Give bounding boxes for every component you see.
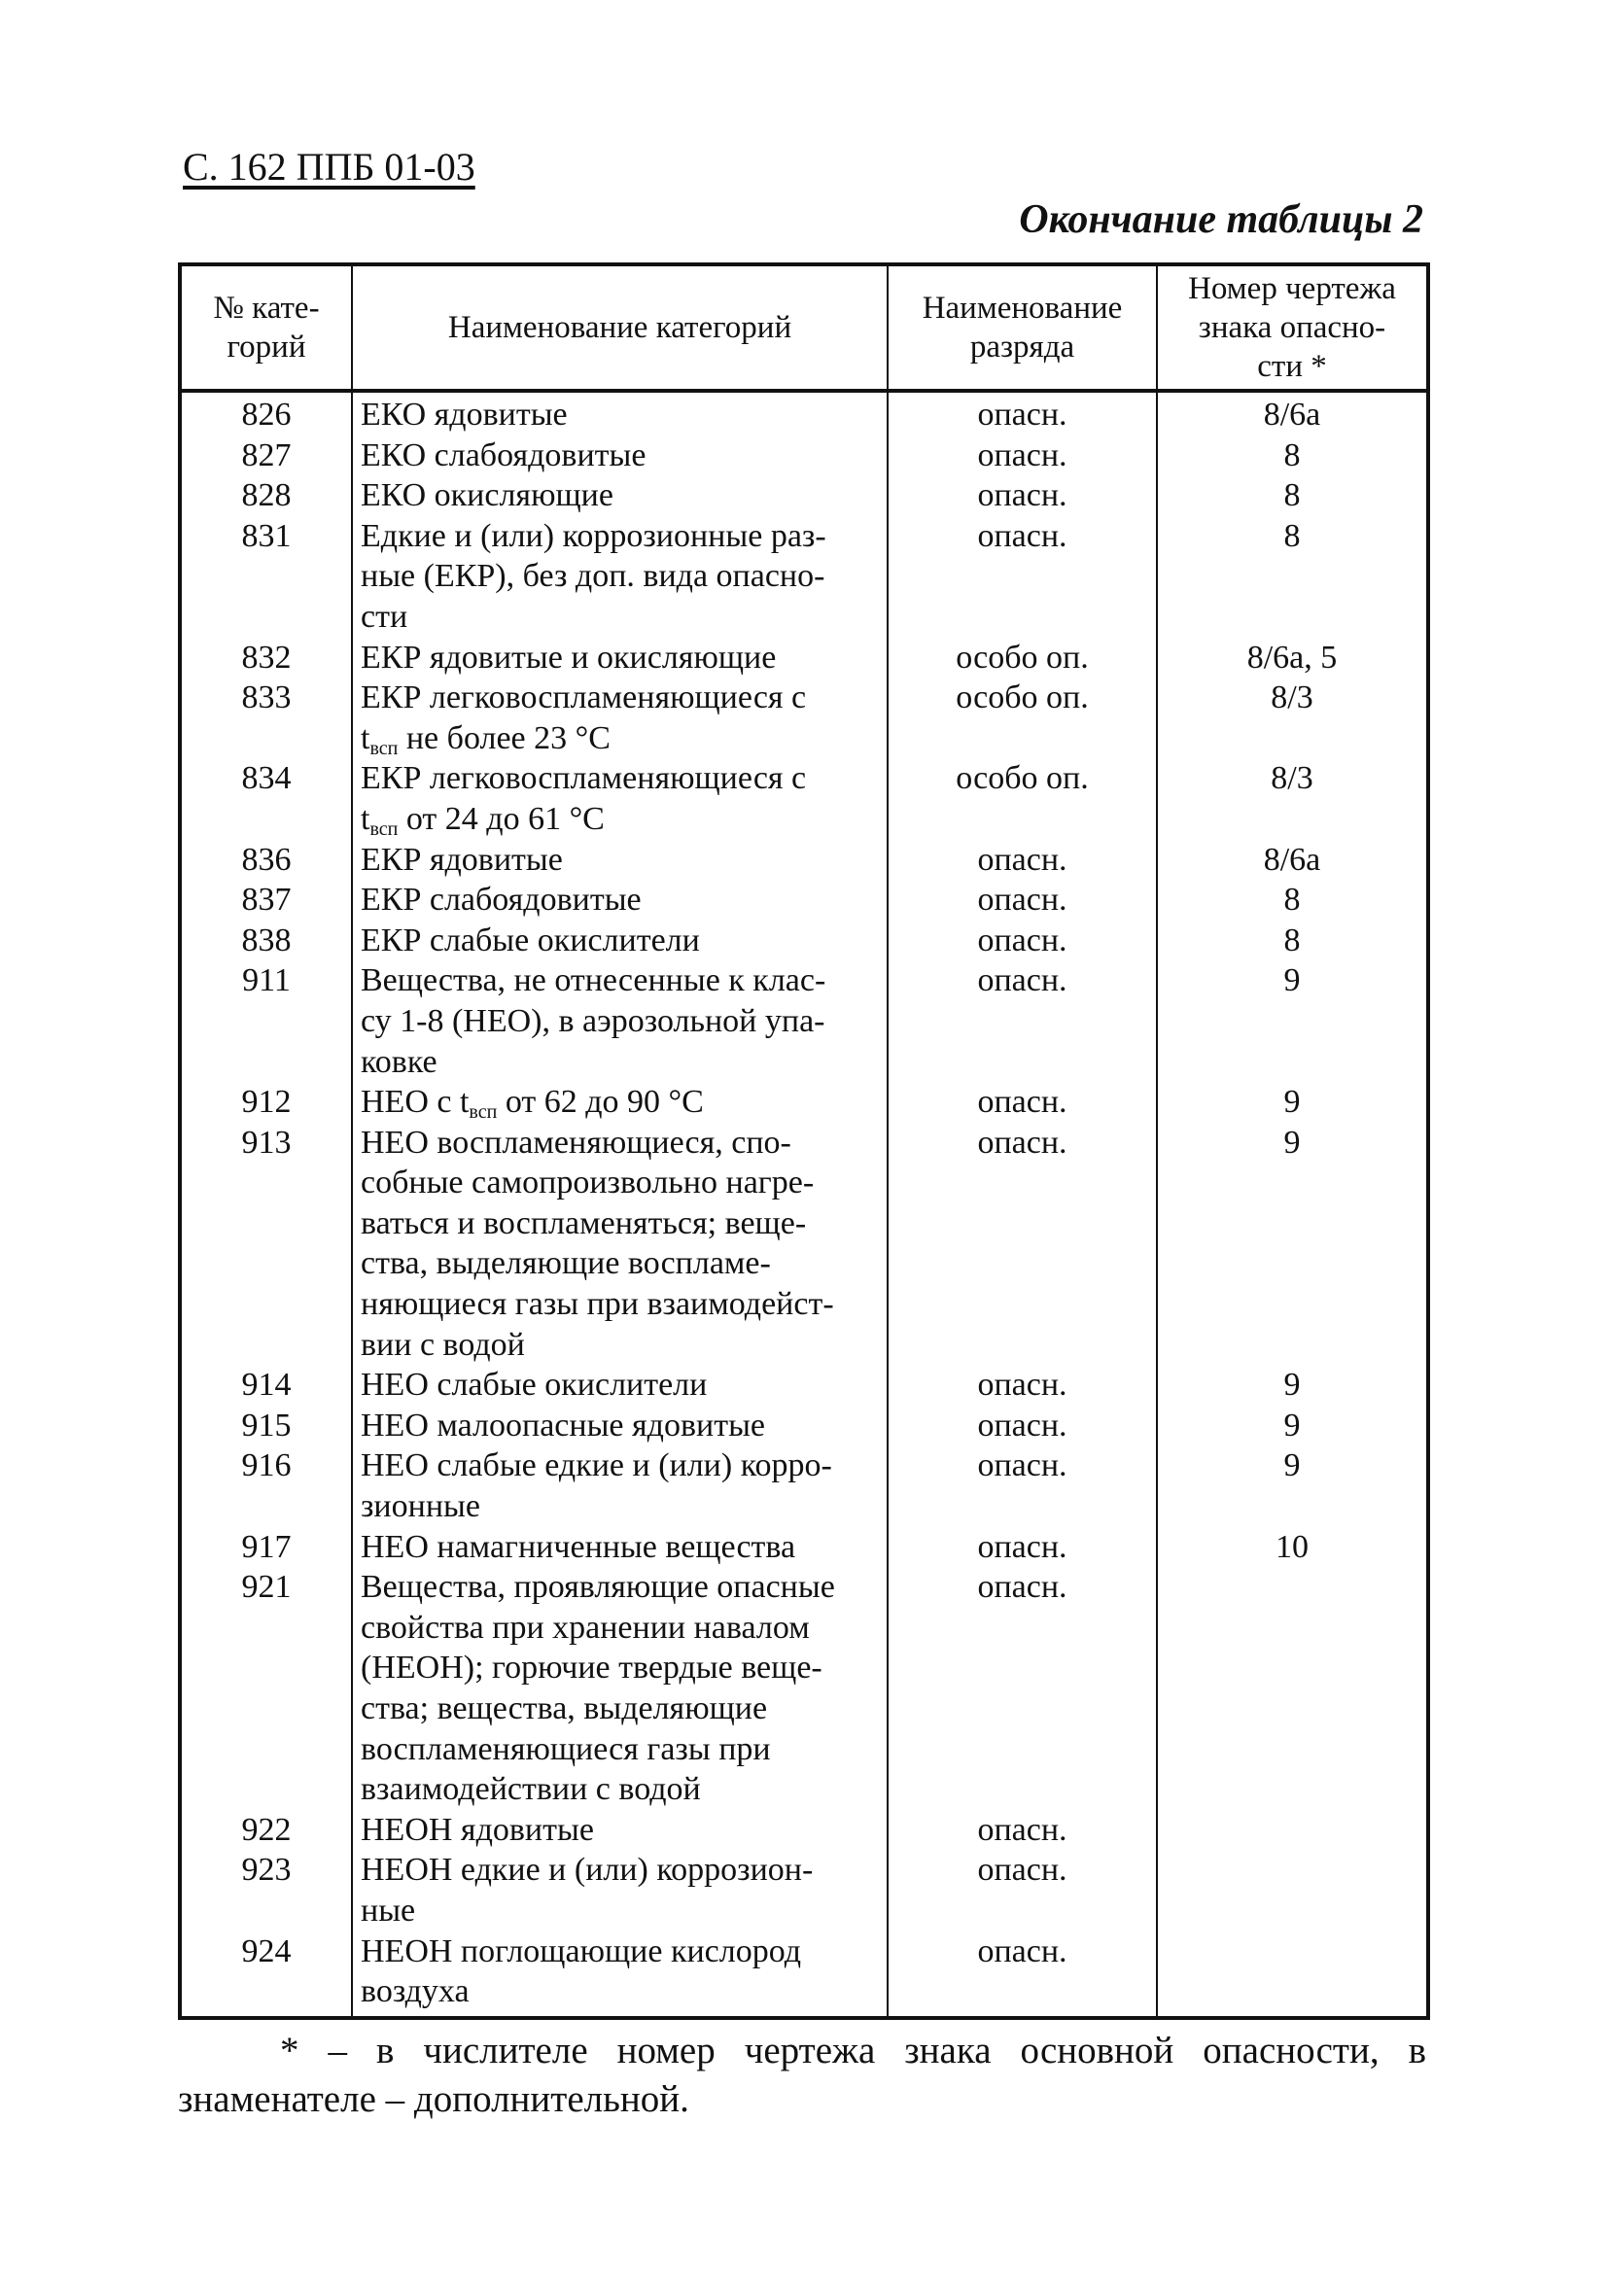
hazard-sign-number bbox=[1157, 1850, 1428, 1931]
category-name-line: (НЕОН); горючие твердые веще- bbox=[361, 1650, 822, 1687]
hazard-sign-number: 9 bbox=[1157, 1406, 1428, 1446]
header-rank-name bbox=[888, 264, 1157, 391]
category-number: 917 bbox=[180, 1527, 352, 1568]
header-line: Номер чертежа bbox=[1188, 271, 1396, 306]
rank-name: особо оп. bbox=[888, 638, 1157, 678]
category-name bbox=[352, 516, 888, 638]
category-name-line: ЕКР ядовитые и окисляющие bbox=[361, 639, 777, 676]
table-row bbox=[180, 1810, 1428, 1851]
rank-name: опасн. bbox=[888, 1527, 1157, 1568]
category-name bbox=[352, 1123, 888, 1366]
hazard-sign-number: 8/6а bbox=[1157, 391, 1428, 435]
category-name bbox=[352, 1527, 888, 1568]
category-number: 922 bbox=[180, 1810, 352, 1851]
category-number: 911 bbox=[180, 960, 352, 1082]
rank-name: опасн. bbox=[888, 1445, 1157, 1526]
header-line: горий bbox=[227, 330, 306, 365]
category-name bbox=[352, 1082, 888, 1123]
category-name-line: НЕО слабые едкие и (или) корро- bbox=[361, 1447, 832, 1484]
category-name bbox=[352, 880, 888, 921]
table-row bbox=[180, 1082, 1428, 1123]
header-line: разряда bbox=[969, 330, 1075, 365]
category-name-line: ные (ЕКР), без доп. вида опасно- bbox=[361, 558, 825, 595]
category-name-line: взаимодействии с водой bbox=[361, 1771, 701, 1808]
hazard-sign-number: 9 bbox=[1157, 1082, 1428, 1123]
category-name-line: НЕО намагниченные вещества bbox=[361, 1528, 796, 1565]
table-row bbox=[180, 880, 1428, 921]
category-name-line: НЕО малоопасные ядовитые bbox=[361, 1407, 766, 1444]
footnote-line: * – в числителе номер чертежа знака основной опасности, в bbox=[280, 2030, 1426, 2071]
category-name bbox=[352, 1365, 888, 1406]
subscript: всп bbox=[369, 737, 399, 759]
rank-name: опасн. bbox=[888, 1123, 1157, 1366]
text-fragment: t bbox=[361, 719, 370, 756]
category-number: 912 bbox=[180, 1082, 352, 1123]
table-body bbox=[180, 391, 1428, 2018]
hazard-sign-number: 8 bbox=[1157, 516, 1428, 638]
category-number: 837 bbox=[180, 880, 352, 921]
header-hazard-sign-number bbox=[1157, 264, 1428, 391]
category-name-line: ЕКО ядовитые bbox=[361, 397, 568, 433]
table-row bbox=[180, 435, 1428, 476]
category-number: 915 bbox=[180, 1406, 352, 1446]
category-number: 832 bbox=[180, 638, 352, 678]
rank-name: опасн. bbox=[888, 1567, 1157, 1810]
table-row bbox=[180, 516, 1428, 638]
rank-name: опасн. bbox=[888, 960, 1157, 1082]
category-number: 828 bbox=[180, 475, 352, 516]
text-fragment: от 62 до 90 °С bbox=[497, 1084, 704, 1121]
rank-name: опасн. bbox=[888, 840, 1157, 881]
table-row bbox=[180, 960, 1428, 1082]
category-name bbox=[352, 960, 888, 1082]
category-name-line: воспламеняющиеся газы при bbox=[361, 1730, 771, 1767]
footnote bbox=[178, 2027, 1426, 2124]
category-name-line: ЕКР легковоспламеняющиеся с bbox=[361, 679, 807, 716]
category-name bbox=[352, 758, 888, 839]
category-name-line: ЕКР легковоспламеняющиеся с bbox=[361, 760, 807, 797]
table-row bbox=[180, 1850, 1428, 1931]
category-number: 831 bbox=[180, 516, 352, 638]
hazard-sign-number: 8 bbox=[1157, 880, 1428, 921]
category-number: 921 bbox=[180, 1567, 352, 1810]
table-row bbox=[180, 391, 1428, 435]
hazard-sign-number: 9 bbox=[1157, 1445, 1428, 1526]
header-line: знака опасно- bbox=[1198, 310, 1386, 345]
category-name-line: ства, выделяющие воспламе- bbox=[361, 1245, 771, 1282]
rank-name: опасн. bbox=[888, 921, 1157, 961]
table-row bbox=[180, 638, 1428, 678]
category-name-line: Вещества, проявляющие опасные bbox=[361, 1569, 835, 1606]
rank-name: опасн. bbox=[888, 1810, 1157, 1851]
category-name-line: ЕКР слабоядовитые bbox=[361, 882, 642, 919]
subscript: всп bbox=[469, 1101, 498, 1124]
header-line: сти * bbox=[1257, 349, 1327, 384]
table-row bbox=[180, 1567, 1428, 1810]
category-name bbox=[352, 391, 888, 435]
hazard-sign-number: 9 bbox=[1157, 1123, 1428, 1366]
category-number: 833 bbox=[180, 678, 352, 758]
table-row bbox=[180, 921, 1428, 961]
page-header: С. 162 ППБ 01-03 bbox=[183, 145, 475, 189]
category-name bbox=[352, 921, 888, 961]
category-number: 838 bbox=[180, 921, 352, 961]
category-name bbox=[352, 678, 888, 758]
table-row bbox=[180, 1445, 1428, 1526]
hazard-sign-number bbox=[1157, 1567, 1428, 1810]
rank-name: опасн. bbox=[888, 1406, 1157, 1446]
hazard-sign-number: 9 bbox=[1157, 1365, 1428, 1406]
category-name-line: Вещества, не отнесенные к клас- bbox=[361, 962, 826, 999]
category-number: 914 bbox=[180, 1365, 352, 1406]
table-row bbox=[180, 1931, 1428, 2018]
category-number: 827 bbox=[180, 435, 352, 476]
category-name-line: ваться и воспламеняться; веще- bbox=[361, 1204, 807, 1241]
rank-name: опасн. bbox=[888, 1082, 1157, 1123]
category-name-line: Едкие и (или) коррозионные раз- bbox=[361, 517, 826, 554]
category-name bbox=[352, 1445, 888, 1526]
category-name bbox=[352, 1406, 888, 1446]
rank-name: опасн. bbox=[888, 435, 1157, 476]
rank-name: опасн. bbox=[888, 1850, 1157, 1931]
category-number: 924 bbox=[180, 1931, 352, 2018]
category-name-line: няющиеся газы при взаимодейст- bbox=[361, 1286, 834, 1323]
table-row bbox=[180, 1123, 1428, 1366]
category-name bbox=[352, 1810, 888, 1851]
category-name bbox=[352, 1931, 888, 2018]
category-name-line: вии с водой bbox=[361, 1326, 525, 1363]
category-name-line: НЕОН едкие и (или) коррозион- bbox=[361, 1852, 814, 1889]
category-name-line: НЕОН поглощающие кислород bbox=[361, 1932, 802, 1969]
flash-point-line bbox=[361, 718, 883, 759]
category-name-line: свойства при хранении навалом bbox=[361, 1609, 810, 1646]
header-line: № кате- bbox=[213, 291, 320, 326]
rank-name: опасн. bbox=[888, 880, 1157, 921]
hazard-sign-number: 10 bbox=[1157, 1527, 1428, 1568]
table-row bbox=[180, 758, 1428, 839]
header-line: Наименование категорий bbox=[447, 310, 792, 345]
category-name-line: ЕКР ядовитые bbox=[361, 841, 563, 878]
category-number: 913 bbox=[180, 1123, 352, 1366]
category-number: 923 bbox=[180, 1850, 352, 1931]
hazard-sign-number: 8 bbox=[1157, 475, 1428, 516]
text-fragment: НЕО с t bbox=[361, 1084, 470, 1121]
category-number: 834 bbox=[180, 758, 352, 839]
category-name-line: зионные bbox=[361, 1488, 480, 1525]
hazard-sign-number: 8/6а, 5 bbox=[1157, 638, 1428, 678]
table-row bbox=[180, 475, 1428, 516]
rank-name: опасн. bbox=[888, 391, 1157, 435]
footnote-line: знаменателе – дополнительной. bbox=[178, 2078, 689, 2120]
rank-name: опасн. bbox=[888, 475, 1157, 516]
table-row bbox=[180, 1406, 1428, 1446]
flash-point-line bbox=[361, 1082, 883, 1123]
header-line: Наименование bbox=[922, 291, 1123, 326]
rank-name: опасн. bbox=[888, 516, 1157, 638]
hazard-sign-number: 8/3 bbox=[1157, 678, 1428, 758]
header-category-name bbox=[352, 264, 888, 391]
category-name bbox=[352, 638, 888, 678]
category-name-line: ства; вещества, выделяющие bbox=[361, 1690, 768, 1726]
hazard-sign-number: 9 bbox=[1157, 960, 1428, 1082]
category-name-line: собные самопроизвольно нагре- bbox=[361, 1165, 815, 1201]
rank-name: особо оп. bbox=[888, 758, 1157, 839]
hazard-sign-number: 8/3 bbox=[1157, 758, 1428, 839]
hazard-sign-number: 8/6а bbox=[1157, 840, 1428, 881]
hazard-sign-number: 8 bbox=[1157, 435, 1428, 476]
category-name bbox=[352, 840, 888, 881]
category-name bbox=[352, 1567, 888, 1810]
hazard-sign-number: 8 bbox=[1157, 921, 1428, 961]
category-name-line: су 1-8 (НЕО), в аэрозольной упа- bbox=[361, 1002, 825, 1039]
category-name-line: ные bbox=[361, 1892, 416, 1929]
table-row bbox=[180, 840, 1428, 881]
category-name bbox=[352, 1850, 888, 1931]
category-name-line: НЕО слабые окислители bbox=[361, 1367, 708, 1404]
category-name-line: НЕО воспламеняющиеся, спо- bbox=[361, 1124, 791, 1161]
categories-table bbox=[178, 262, 1430, 2020]
subscript: всп bbox=[369, 818, 399, 840]
table-row bbox=[180, 678, 1428, 758]
category-name-line: ЕКО слабоядовитые bbox=[361, 436, 647, 473]
category-name-line: ЕКР слабые окислители bbox=[361, 922, 700, 958]
hazard-sign-number bbox=[1157, 1931, 1428, 2018]
table-header-row bbox=[180, 264, 1428, 391]
text-fragment: от 24 до 61 °С bbox=[398, 800, 605, 837]
rank-name: особо оп. bbox=[888, 678, 1157, 758]
category-name-line: воздуха bbox=[361, 1973, 470, 2010]
category-number: 836 bbox=[180, 840, 352, 881]
rank-name: опасн. bbox=[888, 1365, 1157, 1406]
rank-name: опасн. bbox=[888, 1931, 1157, 2018]
category-number: 916 bbox=[180, 1445, 352, 1526]
table-row bbox=[180, 1527, 1428, 1568]
category-name-line: сти bbox=[361, 598, 408, 635]
header-category-number bbox=[180, 264, 352, 391]
table-caption: Окончание таблицы 2 bbox=[1019, 197, 1423, 242]
hazard-sign-number bbox=[1157, 1810, 1428, 1851]
text-fragment: не более 23 °С bbox=[398, 719, 611, 756]
text-fragment: t bbox=[361, 800, 370, 837]
flash-point-line bbox=[361, 799, 883, 840]
category-number: 826 bbox=[180, 391, 352, 435]
category-name-line: НЕОН ядовитые bbox=[361, 1811, 594, 1848]
category-name bbox=[352, 435, 888, 476]
category-name-line: ЕКО окисляющие bbox=[361, 477, 613, 514]
table-row bbox=[180, 1365, 1428, 1406]
category-name-line: ковке bbox=[361, 1043, 437, 1080]
category-name bbox=[352, 475, 888, 516]
